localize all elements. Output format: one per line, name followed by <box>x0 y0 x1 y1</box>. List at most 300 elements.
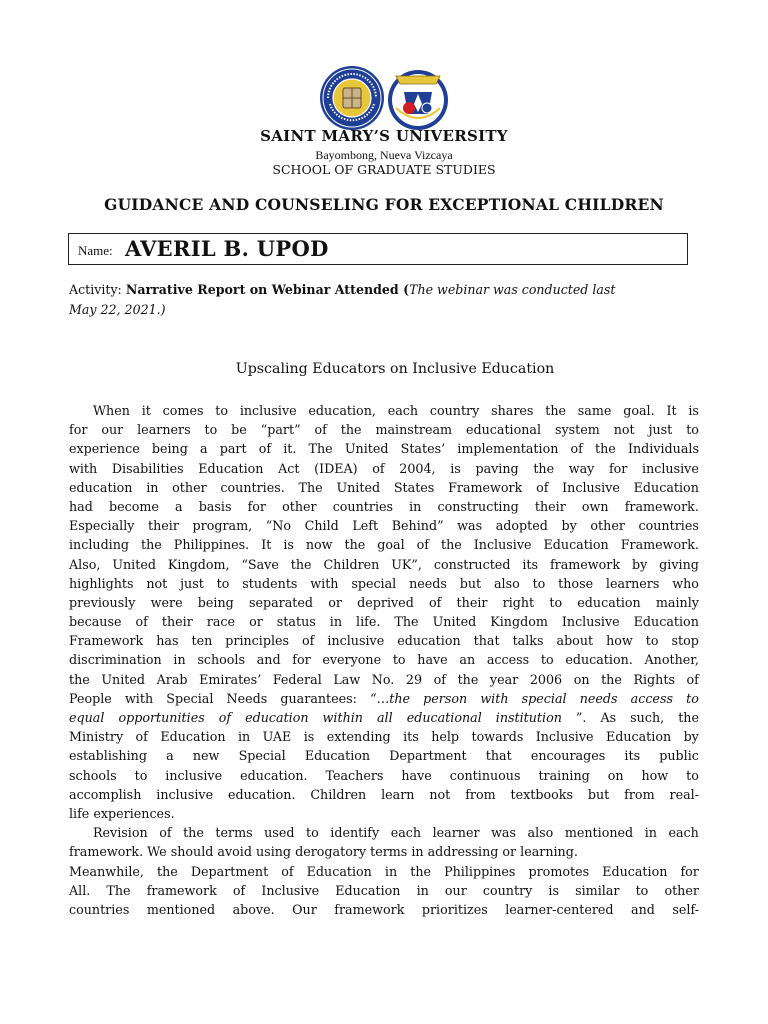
article-word: the <box>290 556 312 572</box>
article-word: the <box>410 863 431 879</box>
name-value: AVERIL B. UPOD <box>125 236 329 261</box>
article-word: No. <box>371 671 395 687</box>
article-word: to <box>204 422 218 438</box>
article-word: paving <box>475 460 519 476</box>
article-word: United <box>336 479 381 495</box>
article-word: As <box>600 710 617 725</box>
article-word: by <box>631 556 648 572</box>
article-word: education <box>577 594 641 610</box>
article-word: of <box>135 614 148 630</box>
article-word: When <box>93 403 130 418</box>
university-seal-icon <box>320 66 384 130</box>
article-word: other <box>282 498 317 514</box>
article-line <box>69 766 699 785</box>
article-word: is <box>283 537 294 553</box>
article-word: to <box>686 690 699 706</box>
article-word: learn <box>381 786 415 802</box>
article-word: year <box>489 671 519 687</box>
article-word: United <box>101 671 146 687</box>
article-line <box>69 535 699 554</box>
article-word: special <box>521 690 567 706</box>
article-word: adopted <box>495 518 548 534</box>
article-word: part <box>219 441 247 457</box>
article-word: it. <box>283 441 297 457</box>
article-word: for <box>608 460 628 476</box>
article-word: learner-centered <box>505 901 614 917</box>
article-word: and <box>631 901 655 917</box>
article-word: Education <box>160 729 226 745</box>
article-word: similar <box>575 882 620 898</box>
article-title: Upscaling Educators on Inclusive Education <box>235 361 555 377</box>
article-word: All. <box>69 882 91 898</box>
article-word: their <box>161 614 193 630</box>
article-body <box>69 401 699 919</box>
article-word: of <box>159 825 172 841</box>
article-word: textbooks <box>510 786 573 802</box>
article-word: or <box>328 594 342 610</box>
article-word: person <box>423 690 468 706</box>
article-word: educational <box>406 710 482 725</box>
article-word: learners <box>137 422 191 438</box>
article-word: promotes <box>528 863 590 879</box>
article-word: used <box>264 825 295 841</box>
article-line <box>69 401 699 420</box>
article-word: was <box>491 825 516 841</box>
article-word: Education <box>602 863 668 879</box>
article-word: in <box>384 863 398 879</box>
article-word: the <box>545 403 566 418</box>
article-word: Ministry <box>69 729 124 745</box>
article-word: accomplish <box>69 786 142 802</box>
article-word: education, <box>308 403 376 418</box>
article-word: of <box>416 537 430 553</box>
article-word: mainstream <box>375 422 453 438</box>
article-line <box>69 727 699 746</box>
university-address: Bayombong, Nueva Vizcaya <box>315 148 453 162</box>
article-word: with <box>69 460 98 476</box>
article-word: of <box>314 422 327 438</box>
article-word: right <box>502 594 535 610</box>
article-line <box>69 670 699 689</box>
article-word: needs <box>579 690 618 706</box>
article-word: The <box>308 441 333 457</box>
article-word: education. <box>565 652 633 668</box>
article-word: Philippines <box>444 863 516 879</box>
article-line <box>69 746 699 765</box>
article-word: ten <box>191 633 213 649</box>
article-word: to <box>532 575 546 591</box>
article-word: be <box>231 422 247 438</box>
article-word: encourages <box>530 748 606 764</box>
article-word: other <box>664 882 699 898</box>
article-word: the <box>457 671 479 687</box>
article-line <box>69 420 699 439</box>
article-word: Inclusive <box>261 882 320 898</box>
article-word: Inclusive <box>562 479 620 495</box>
article-word: for <box>680 863 699 879</box>
article-word: the <box>340 422 362 438</box>
article-word: giving <box>659 556 699 572</box>
name-box <box>68 233 688 265</box>
article-word: implementation <box>457 441 559 457</box>
article-word: 2006 <box>529 671 563 687</box>
article-word: countries <box>69 901 130 917</box>
article-word: status <box>276 614 316 630</box>
article-word: continuous <box>449 767 521 783</box>
article-line <box>69 881 699 900</box>
article-word: students <box>242 575 298 591</box>
article-word: It <box>666 403 677 418</box>
article-word: Our <box>292 901 317 917</box>
article-word: training <box>538 767 590 783</box>
article-word: the <box>69 671 90 687</box>
article-word: Kingdom <box>490 614 548 630</box>
article-word: in <box>173 652 186 668</box>
article-word: of <box>281 863 294 879</box>
article-word: other <box>590 518 625 534</box>
article-word: Disabilities <box>111 460 184 476</box>
article-word: Rights <box>633 671 675 687</box>
article-word: learner <box>432 825 480 841</box>
article-word: Inclusive <box>535 729 594 745</box>
article-word: schools <box>69 767 117 783</box>
article-line <box>69 823 699 842</box>
article-word: is <box>303 729 315 745</box>
article-word: to <box>215 403 229 418</box>
article-word: stop <box>671 633 699 649</box>
article-word: own <box>581 498 609 514</box>
article-word: extending <box>326 729 391 745</box>
article-word: our <box>444 882 467 898</box>
article-word: about <box>556 633 594 649</box>
header-logos <box>318 64 450 134</box>
article-word: The <box>394 614 419 630</box>
article-line <box>69 785 699 804</box>
article-word: Child <box>304 518 339 534</box>
article-word: identify <box>330 825 380 841</box>
article-word: “…the <box>370 690 411 706</box>
article-word: its <box>624 748 641 764</box>
article-word: of <box>372 460 385 476</box>
article-word: Law <box>333 671 361 687</box>
article-word: Teachers <box>325 767 384 783</box>
article-word: country <box>482 882 533 898</box>
article-word: by <box>561 518 577 534</box>
article-word: and <box>256 652 281 668</box>
article-word: because <box>69 614 122 630</box>
article-word: principles <box>225 633 290 649</box>
article-word: was <box>457 518 483 534</box>
article-word: framework <box>549 556 621 572</box>
article-word: education <box>397 633 461 649</box>
article-word: basis <box>198 498 232 514</box>
article-word: constructing <box>437 498 519 514</box>
article-word: an <box>459 652 476 668</box>
article-word: Inclusive <box>561 614 620 630</box>
article-word: education. <box>240 767 308 783</box>
article-word: educational <box>465 422 542 438</box>
article-word: have <box>417 652 448 668</box>
article-word: also <box>527 825 554 841</box>
article-word: has <box>156 633 179 649</box>
article-word: Meanwhile, <box>69 863 144 879</box>
activity-line <box>69 280 689 320</box>
article-word: of <box>302 633 315 649</box>
article-word: 2004, <box>399 460 436 476</box>
article-line <box>69 593 699 612</box>
article-word: schools <box>197 652 245 668</box>
article-word: to <box>305 825 319 841</box>
article-word: People <box>69 690 112 706</box>
article-word: is <box>688 403 699 418</box>
article-word: Framework <box>448 479 523 495</box>
article-word: all <box>376 710 393 725</box>
article-word: Also, <box>69 556 101 572</box>
article-word: Another, <box>644 652 699 668</box>
article-word: a <box>199 441 208 457</box>
article-word: “Save <box>241 556 279 572</box>
name-label: Name: <box>78 243 113 258</box>
article-word: experience <box>69 441 140 457</box>
article-word: including <box>69 537 130 553</box>
article-word: Philippines. <box>173 537 250 553</box>
article-word: Arab <box>156 671 188 687</box>
article-word: establishing <box>69 748 147 764</box>
article-line <box>69 459 699 478</box>
article-word: in <box>644 825 657 841</box>
article-word: framework <box>146 882 217 898</box>
article-word: of <box>218 710 232 725</box>
article-word: of <box>570 441 583 457</box>
article-word: inclusive <box>156 786 214 802</box>
article-word: talks <box>512 633 544 649</box>
activity-label: Activity: <box>69 282 122 297</box>
article-word: just <box>648 422 673 438</box>
article-word: is <box>548 882 559 898</box>
article-word: countries <box>332 498 394 514</box>
article-word: framework <box>334 901 405 917</box>
article-word: real- <box>669 786 699 802</box>
article-word: a <box>166 748 174 764</box>
article-word: for <box>247 498 266 514</box>
article-word: highlights <box>69 575 134 591</box>
article-word: to <box>540 652 554 668</box>
article-word: discrimination <box>69 652 162 668</box>
article-word: special <box>351 575 397 591</box>
article-word: such, <box>630 710 665 725</box>
article-word: Kingdom, <box>167 556 230 572</box>
article-word: access <box>630 690 673 706</box>
article-word: Revision <box>93 825 148 841</box>
article-word: mentioned <box>564 825 634 841</box>
article-word: Department <box>190 863 269 879</box>
article-line <box>69 631 699 650</box>
article-word: each <box>390 825 422 841</box>
article-word: how <box>606 633 633 649</box>
article-word: just <box>180 575 204 591</box>
article-word: inclusive <box>642 460 699 476</box>
article-word: deprived <box>357 594 414 610</box>
activity-note-2: May 22, 2021.) <box>69 302 166 317</box>
article-word: by <box>683 729 699 745</box>
article-word: how <box>641 767 669 783</box>
article-word: education <box>245 710 309 725</box>
article-word: institution <box>495 710 562 725</box>
article-word: in <box>416 882 429 898</box>
article-word: or <box>249 614 263 630</box>
article-word: towards <box>471 729 524 745</box>
article-line <box>69 900 699 919</box>
article-word: UAE <box>262 729 292 745</box>
article-word: opportunities <box>118 710 205 725</box>
course-title: GUIDANCE AND COUNSELING FOR EXCEPTIONAL CHILDREN <box>104 195 664 214</box>
graduate-school-seal-icon <box>388 70 448 130</box>
article-word: within <box>322 710 363 725</box>
article-word: of <box>258 441 272 457</box>
article-word: public <box>659 748 699 764</box>
article-word: to <box>549 594 563 610</box>
article-word: Emirates’ <box>199 671 262 687</box>
article-word: country <box>429 403 480 418</box>
article-word: in <box>146 479 159 495</box>
article-word: on <box>607 767 624 783</box>
article-word: it <box>141 403 151 418</box>
article-word: of <box>686 671 699 687</box>
article-word: Education <box>198 460 264 476</box>
article-line <box>69 804 699 823</box>
article-line <box>69 708 699 727</box>
article-word: not <box>613 422 635 438</box>
article-word: previously <box>69 594 136 610</box>
article-word: Education <box>543 537 609 553</box>
article-word: States <box>393 479 435 495</box>
article-word: Framework <box>69 633 144 649</box>
article-word: mainly <box>655 594 699 610</box>
article-word: “part” <box>260 422 301 438</box>
article-line <box>69 574 699 593</box>
article-word: a <box>175 498 183 514</box>
article-word: constructed <box>433 556 511 572</box>
article-word: guarantees: <box>280 690 357 706</box>
article-word: the <box>141 537 162 553</box>
article-word: the <box>533 460 555 476</box>
article-word: self- <box>672 901 699 917</box>
article-word: not <box>429 786 451 802</box>
article-word: were <box>150 594 183 610</box>
article-word: Act <box>278 460 300 476</box>
article-word: with <box>480 690 509 706</box>
article-word: of <box>433 671 446 687</box>
article-word: is <box>450 460 461 476</box>
university-name: SAINT MARY’S UNIVERSITY <box>260 127 508 145</box>
article-word: The <box>298 479 323 495</box>
article-line <box>69 862 699 881</box>
article-word: to <box>216 575 230 591</box>
article-word: inclusive <box>239 403 297 418</box>
article-line <box>69 689 699 708</box>
school-name: SCHOOL OF GRADUATE STUDIES <box>272 162 496 177</box>
article-word: 29 <box>405 671 423 687</box>
article-word: for <box>69 422 88 438</box>
article-line <box>69 555 699 574</box>
article-word: new <box>192 748 220 764</box>
article-word: Especially <box>69 518 135 534</box>
article-word: to <box>686 422 699 438</box>
article-word: Education <box>633 479 699 495</box>
article-word: also <box>493 575 520 591</box>
article-word: being <box>197 594 234 610</box>
article-word: of <box>135 729 148 745</box>
article-word: our <box>101 422 124 438</box>
article-word: race <box>206 614 236 630</box>
article-word: learners <box>605 575 660 591</box>
article-word: the <box>601 671 622 687</box>
article-word: same <box>577 403 612 418</box>
article-word: for <box>292 652 311 668</box>
article-word: Education <box>304 748 371 764</box>
article-word: become <box>108 498 159 514</box>
article-word: now <box>305 537 333 553</box>
article-word: of <box>429 594 442 610</box>
article-word: in <box>329 614 343 630</box>
article-word: to <box>645 633 659 649</box>
article-word: to <box>134 767 148 783</box>
article-word: United <box>432 614 477 630</box>
article-word: above. <box>232 901 275 917</box>
activity-title: Narrative Report on Webinar Attended ( <box>125 282 410 297</box>
article-word: everyone <box>322 652 382 668</box>
article-word: framework. <box>624 498 699 514</box>
article-word: (IDEA) <box>314 460 358 476</box>
article-word: but <box>459 575 482 591</box>
article-word: the <box>595 441 616 457</box>
article-word: being <box>151 441 188 457</box>
article-word: Education <box>335 882 401 898</box>
article-word: their <box>534 498 566 514</box>
article-word: the <box>678 710 699 725</box>
article-word: prioritizes <box>421 901 488 917</box>
article-word: to <box>635 882 649 898</box>
article-word: education <box>69 479 133 495</box>
article-word: that <box>485 748 512 764</box>
article-word: Left <box>352 518 379 534</box>
article-word: Special <box>166 690 214 706</box>
article-word: “No <box>265 518 292 534</box>
article-word: Education <box>306 863 372 879</box>
article-word: with <box>124 690 154 706</box>
article-word: inclusive <box>327 633 385 649</box>
article-word: who <box>672 575 699 591</box>
article-word: other <box>172 479 207 495</box>
article-word: education. <box>227 786 296 802</box>
article-word: States’ <box>400 441 446 457</box>
article-word: equal <box>69 710 105 725</box>
article-word: terms <box>215 825 253 841</box>
article-word: their <box>148 518 179 534</box>
article-line <box>69 842 699 861</box>
article-word: UK”, <box>391 556 422 572</box>
article-line <box>69 612 699 631</box>
article-word: access <box>486 652 530 668</box>
article-word: to <box>686 767 699 783</box>
article-word: goal <box>377 537 405 553</box>
article-word: system <box>554 422 600 438</box>
article-word: countries. <box>220 479 285 495</box>
article-word: program, <box>192 518 253 534</box>
article-word: Inclusive <box>473 537 532 553</box>
article-word: Framework. <box>620 537 699 553</box>
article-line <box>69 478 699 497</box>
